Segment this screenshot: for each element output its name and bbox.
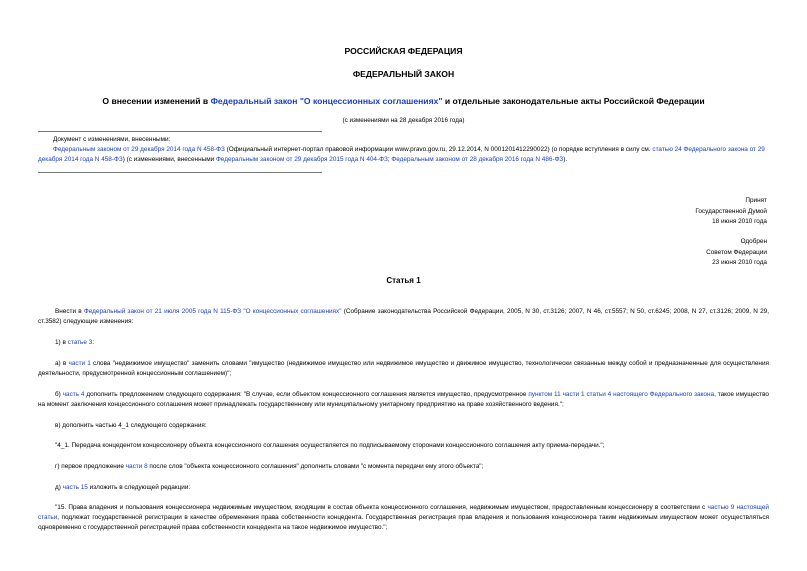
approval-date: 23 июня 2010 года <box>712 259 767 266</box>
item-text: г) первое предложение <box>55 463 126 470</box>
changes-note-text: ). <box>563 156 568 163</box>
item-text: , такое имущество на момент заключения концессионного соглашения может принадлежать государственному или муниципальному унитарному предприятию на праве хозяйственного ведения."; <box>38 391 769 408</box>
article-4-point-11-link[interactable]: пунктом 11 части 1 статьи 4 настоящего Федерального закона <box>528 391 715 398</box>
part-15-text <box>38 503 769 533</box>
item-text: слова "недвижимое имущество" заменить словами "имущество (недвижимое имущество или недвижимое имущество и движимое имущество, технологически связанные между собой и предназначенные для осуществления деятельности, предусмотренной концессионным соглашением)"; <box>38 360 769 377</box>
item-text: дополнить предложением следующего содержания: "В случае, если объектом концессионного соглашения является имущество, предусмотренное <box>84 391 529 398</box>
part-4-link[interactable]: часть 4 <box>62 391 85 398</box>
country-heading: РОССИЙСКАЯ ФЕДЕРАЦИЯ <box>344 46 463 56</box>
intro-text: Внести в <box>55 308 84 315</box>
change-link-486[interactable]: Федеральным законом от 28 декабря 2016 года N 486-ФЗ <box>391 156 564 163</box>
changes-note-text: ) (с изменениями, внесенными <box>122 156 216 163</box>
item-text: а) в <box>55 360 69 367</box>
item-d <box>38 483 769 493</box>
doc-type-heading: ФЕДЕРАЛЬНЫЙ ЗАКОН <box>352 69 455 79</box>
part-1-link[interactable]: части 1 <box>68 360 91 367</box>
approval-line: Советом Федерации <box>706 248 767 256</box>
article-3-link[interactable]: статье 3 <box>67 339 93 346</box>
part-15-link[interactable]: часть 15 <box>62 484 88 491</box>
revision-note: (с изменениями на 28 декабря 2016 года) <box>342 117 465 124</box>
adoption-date: 18 июня 2010 года <box>712 218 767 225</box>
changes-note-lead: Документ с изменениями, внесенными: <box>53 136 171 143</box>
change-link-article24[interactable]: статью 24 Федерального закона от 29 декабря 2014 года N 458-ФЗ <box>38 146 765 163</box>
note-top-divider <box>38 131 322 132</box>
change-link-458[interactable]: Федеральным законом от 29 декабря 2014 года N 458-ФЗ <box>53 146 225 153</box>
item-text: 1) в <box>55 339 68 346</box>
note-bottom-divider <box>38 172 322 173</box>
part-8-link[interactable]: части 8 <box>125 463 148 470</box>
item-v-quote: "4_1. Передача концедентом концессионеру объекта концессионного соглашения осуществляется по подписываемому сторонами концессионного соглашения акту приема-передачи."; <box>55 442 605 449</box>
item-a <box>38 359 769 379</box>
item-text: после слов "объекта концессионного соглашения" дополнить словами "с момента передачи ему этого объекта"; <box>147 463 484 470</box>
article-1-heading: Статья 1 <box>386 276 421 285</box>
title-prefix: О внесении изменений в <box>102 96 211 106</box>
item-text: : <box>92 339 95 346</box>
duma-adoption <box>695 196 767 228</box>
change-link-404[interactable]: Федеральным законом от 29 декабря 2015 года N 404-ФЗ <box>215 156 388 163</box>
document-title <box>0 96 807 106</box>
law-115-link[interactable]: Федеральный закон от 21 июля 2005 года N 115-ФЗ "О концессионных соглашениях" <box>83 308 342 315</box>
item-1 <box>38 338 769 348</box>
item-text: д) <box>55 484 63 491</box>
item-text: б) <box>55 391 63 398</box>
article-1-intro <box>38 307 769 327</box>
council-approval <box>706 237 767 269</box>
changes-note <box>38 145 773 165</box>
title-suffix: и отдельные законодательные акты Российской Федерации <box>442 96 705 106</box>
item-b <box>38 390 769 410</box>
item-g <box>38 462 769 472</box>
adoption-line: Принят <box>745 197 767 204</box>
item-text: изложить в следующей редакции: <box>87 484 191 491</box>
changes-note-text: ; <box>387 156 392 163</box>
title-law-link[interactable]: Федеральный закон "О концессионных соглашениях" <box>210 96 443 106</box>
adoption-line: Государственной Думой <box>695 207 767 215</box>
intro-text: (Собрание законодательства Российской Федерации, 2005, N 30, ст.3126; 2007, N 46, ст.5557; N 50, ст.6245; 2008, N 27, ст.3126; 2009, N 29, ст.3582) следующие изменения: <box>38 308 770 325</box>
item-text: , подлежат государственной регистрации в качестве обременения права собственности концедента. Государственная регистрация прав владения и пользования концессионера таким недвижимым имуществом может осуществляться одновременно с государственной регистрацией права собственности концедента на такое недвижимое имущество."; <box>38 514 769 531</box>
part-9-link[interactable]: частью 9 настоящей статьи <box>38 504 769 521</box>
item-text: "15. Права владения и пользования концессионера недвижимым имуществом, входящим в состав объекта концессионного соглашения, недвижимым имуществом, предоставленным концессионеру в соответствии с <box>55 504 708 511</box>
approval-line: Одобрен <box>740 238 767 245</box>
changes-note-text: (Официальный интернет-портал правовой информации www.pravo.gov.ru, 29.12.2014, N 0001201412290022) (о порядке вступления в силу см. <box>224 146 653 153</box>
item-v: в) дополнить частью 4_1 следующего содержания: <box>55 422 207 429</box>
